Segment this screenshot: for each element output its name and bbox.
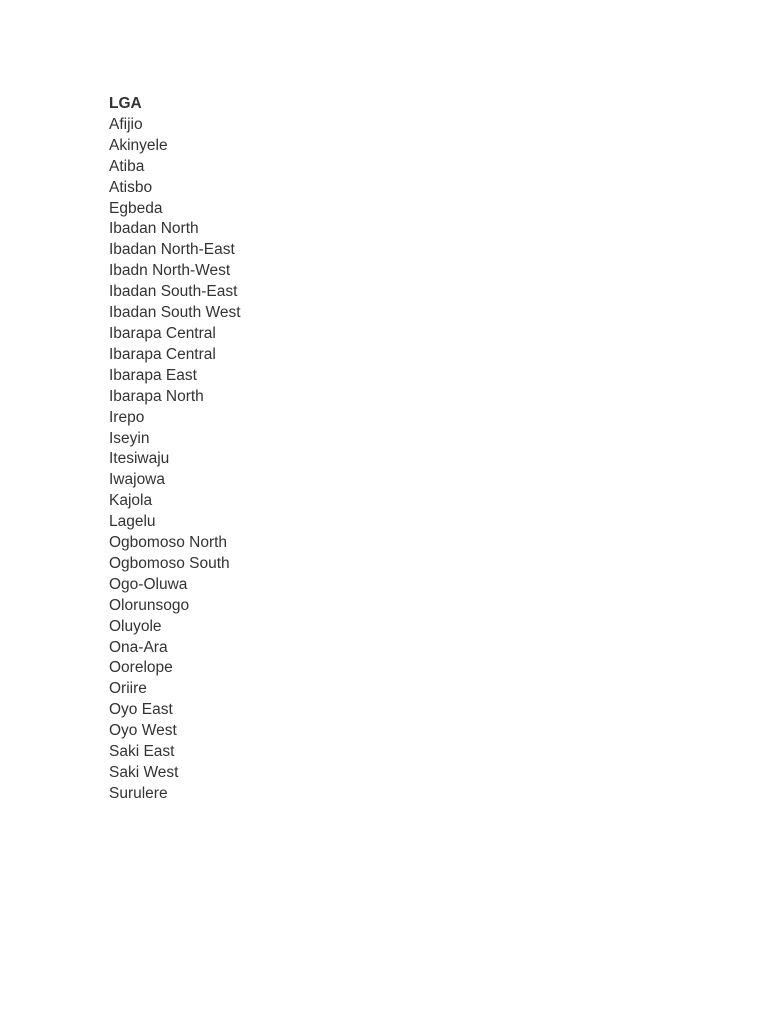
lga-list-item: Ibadan North-East bbox=[109, 241, 235, 259]
lga-list-item: Oorelope bbox=[109, 659, 173, 677]
lga-list-item: Ona-Ara bbox=[109, 638, 168, 656]
lga-list-item: Surulere bbox=[109, 784, 168, 802]
lga-list-item: Oluyole bbox=[109, 617, 162, 635]
lga-list-item: Ibarapa East bbox=[109, 366, 197, 384]
lga-list-item: Atiba bbox=[109, 157, 145, 175]
lga-list-item: Iseyin bbox=[109, 429, 150, 447]
lga-list-item: Oriire bbox=[109, 680, 147, 698]
lga-list-item: Irepo bbox=[109, 408, 145, 426]
lga-list-item: Atisbo bbox=[109, 178, 153, 196]
lga-list-item: Ibarapa Central bbox=[109, 345, 216, 363]
lga-list-item: Ibarapa Central bbox=[109, 324, 216, 342]
lga-list-item: Oyo West bbox=[109, 722, 177, 740]
lga-list-item: Ibadan South-East bbox=[109, 283, 238, 301]
lga-list-item: Ibadan North bbox=[109, 220, 199, 238]
lga-list-item: Akinyele bbox=[109, 136, 168, 154]
lga-list-item: Ogbomoso North bbox=[109, 534, 228, 552]
lga-heading: LGA bbox=[109, 95, 142, 112]
lga-list-item: Iwajowa bbox=[109, 471, 165, 489]
lga-list-item: Ogbomoso South bbox=[109, 554, 230, 572]
lga-list-item: Itesiwaju bbox=[109, 450, 170, 468]
lga-list-item: Ogo-Oluwa bbox=[109, 575, 188, 593]
lga-list-item: Kajola bbox=[109, 492, 153, 510]
lga-list bbox=[109, 94, 241, 805]
lga-list-item: Ibadn North-West bbox=[109, 262, 231, 280]
lga-list-item: Oyo East bbox=[109, 701, 173, 719]
lga-list-item: Olorunsogo bbox=[109, 596, 190, 614]
lga-list-item: Afijio bbox=[109, 115, 143, 133]
lga-list-item: Saki East bbox=[109, 743, 175, 761]
lga-list-item: Saki West bbox=[109, 764, 179, 781]
lga-list-item: Ibarapa North bbox=[109, 387, 204, 405]
lga-list-item: Lagelu bbox=[109, 513, 156, 531]
lga-list-item: Egbeda bbox=[109, 199, 163, 217]
lga-list-item: Ibadan South West bbox=[109, 304, 241, 322]
